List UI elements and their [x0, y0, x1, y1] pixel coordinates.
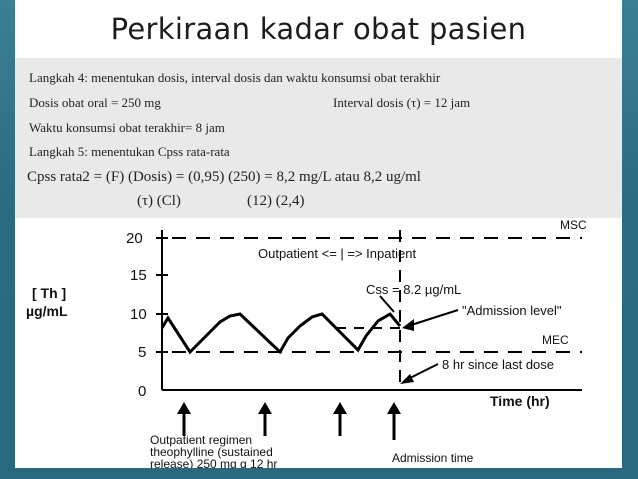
admission-level-arrowhead [402, 319, 414, 331]
y-axis-unit: µg/mL [26, 303, 68, 319]
y-axis-label: [ Th ] [32, 285, 67, 301]
since-last-dose-arrowhead [400, 374, 414, 384]
admission-time-label: Admission time [392, 451, 474, 465]
regimen-label-3: release) 250 mg q 12 hr [150, 457, 278, 468]
dose-arrowhead [333, 402, 347, 414]
css-pointer [380, 296, 394, 312]
dose-arrowhead [258, 402, 272, 414]
regimen-label-2: theophylline (sustained [150, 445, 273, 459]
formula-denominator-right: (12) (2,4) [247, 193, 305, 209]
concentration-curve [162, 314, 400, 352]
admission-arrowhead [387, 402, 401, 414]
step-5-text: Langkah 5: menentukan Cpss rata-rata [29, 144, 230, 159]
y-tick-label: 0 [138, 383, 147, 400]
formula-numerator: Cpss rata2 = (F) (Dosis) = (0,95) (250) = 8,2 mg/L atau 8,2 ug/ml [27, 169, 421, 185]
x-axis-label: Time (hr) [490, 393, 550, 409]
since-last-dose-label: 8 hr since last dose [442, 357, 555, 372]
slide-title: Perkiraan kadar obat pasien [110, 12, 527, 46]
admission-level-label: "Admission level" [462, 303, 562, 318]
last-dose-text: Waktu konsumsi obat terakhir= 8 jam [29, 120, 225, 135]
admission-level-pointer [408, 310, 458, 326]
y-tick-label: 20 [126, 230, 143, 247]
mec-label: MEC [542, 333, 569, 347]
formula-denominator-left: (τ) (Cl) [137, 193, 181, 209]
regimen-label-1: Outpatient regimen [150, 433, 253, 447]
content-text-block [15, 58, 622, 218]
concentration-figure [22, 218, 618, 468]
interval-text: Interval dosis (τ) = 12 jam [333, 95, 471, 110]
y-tick-label: 15 [130, 267, 147, 284]
outpatient-inpatient-label: Outpatient <= | => Inpatient [258, 246, 417, 261]
y-tick-label: 5 [138, 344, 147, 361]
dose-arrowhead [177, 402, 191, 414]
y-tick-label: 10 [130, 306, 147, 323]
msc-label: MSC [560, 218, 587, 232]
figure-svg [22, 218, 618, 468]
step-4-text: Langkah 4: menentukan dosis, interval dosis dan waktu konsumsi obat terakhir [29, 70, 441, 85]
css-label: Css = 8.2 µg/mL [366, 282, 462, 297]
dose-text: Dosis obat oral = 250 mg [29, 95, 161, 110]
